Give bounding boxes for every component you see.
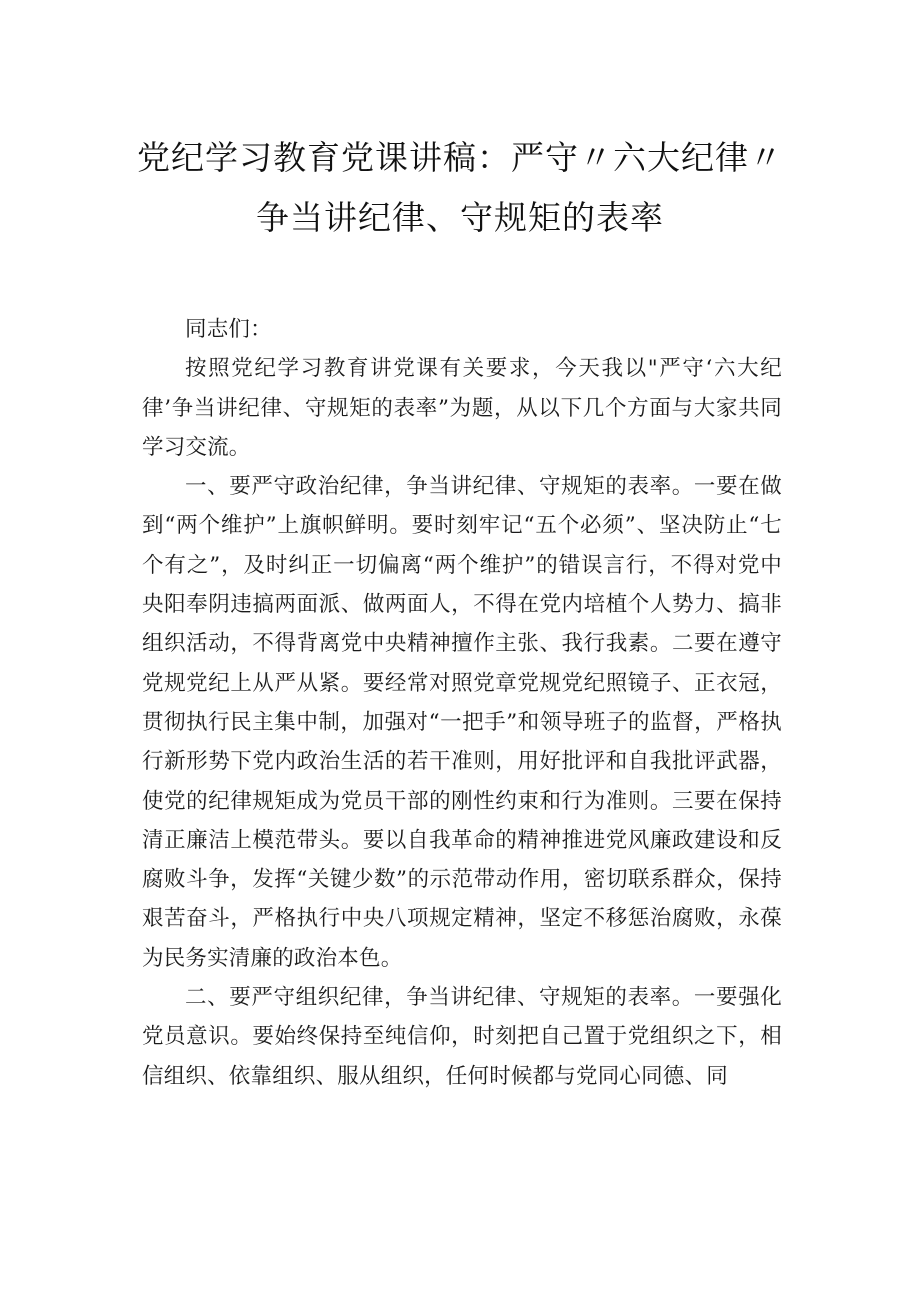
- paragraph-intro: 按照党纪学习教育讲党课有关要求，今天我以"严守‘六大纪律’争当讲纪律、守规矩的表率”为题，从以下几个方面与大家共同学习交流。: [142, 356, 782, 460]
- document-title: [0, 128, 920, 248]
- title-line-2: 争当讲纪律、守规矩的表率: [256, 198, 664, 237]
- salutation: 同志们：: [185, 317, 272, 342]
- title-line-1: 党纪学习教育党课讲稿：严守〃六大纪律〃: [137, 138, 783, 177]
- paragraph-organizational-discipline: 二、要严守组织纪律，争当讲纪律、守规矩的表率。一要强化党员意识。要始终保持至纯信仰，时刻把自己置于党组织之下，相信组织、依靠组织、服从组织，任何时候都与党同心同德、同: [142, 985, 782, 1089]
- document-body: [142, 310, 782, 1096]
- paragraph-political-discipline: 一、要严守政治纪律，争当讲纪律、守规矩的表率。一要在做到“两个维护”上旗帜鲜明。要时刻牢记“五个必须”、坚决防止“七个有之”，及时纠正一切偏离“两个维护”的错误言行，不得对党中央阳奉阴违搞两面派、做两面人，不得在党内培植个人势力、搞非组织活动，不得背离党中央精神擅作主张、我行我素。二要在遵守党规党纪上从严从紧。要经常对照党章党规党纪照镜子、正衣冠，贯彻执行民主集中制，加强对“一把手”和领导班子的监督，严格执行新形势下党内政治生活的若干准则，用好批评和自我批评武器，使党的纪律规矩成为党员干部的刚性约束和行为准则。三要在保持清正廉洁上模范带头。要以自我革命的精神推进党风廉政建设和反腐败斗争，发挥“关键少数”的示范带动作用，密切联系群众，保持艰苦奋斗，严格执行中央八项规定精神，坚定不移惩治腐败，永葆为民务实清廉的政治本色。: [142, 474, 782, 971]
